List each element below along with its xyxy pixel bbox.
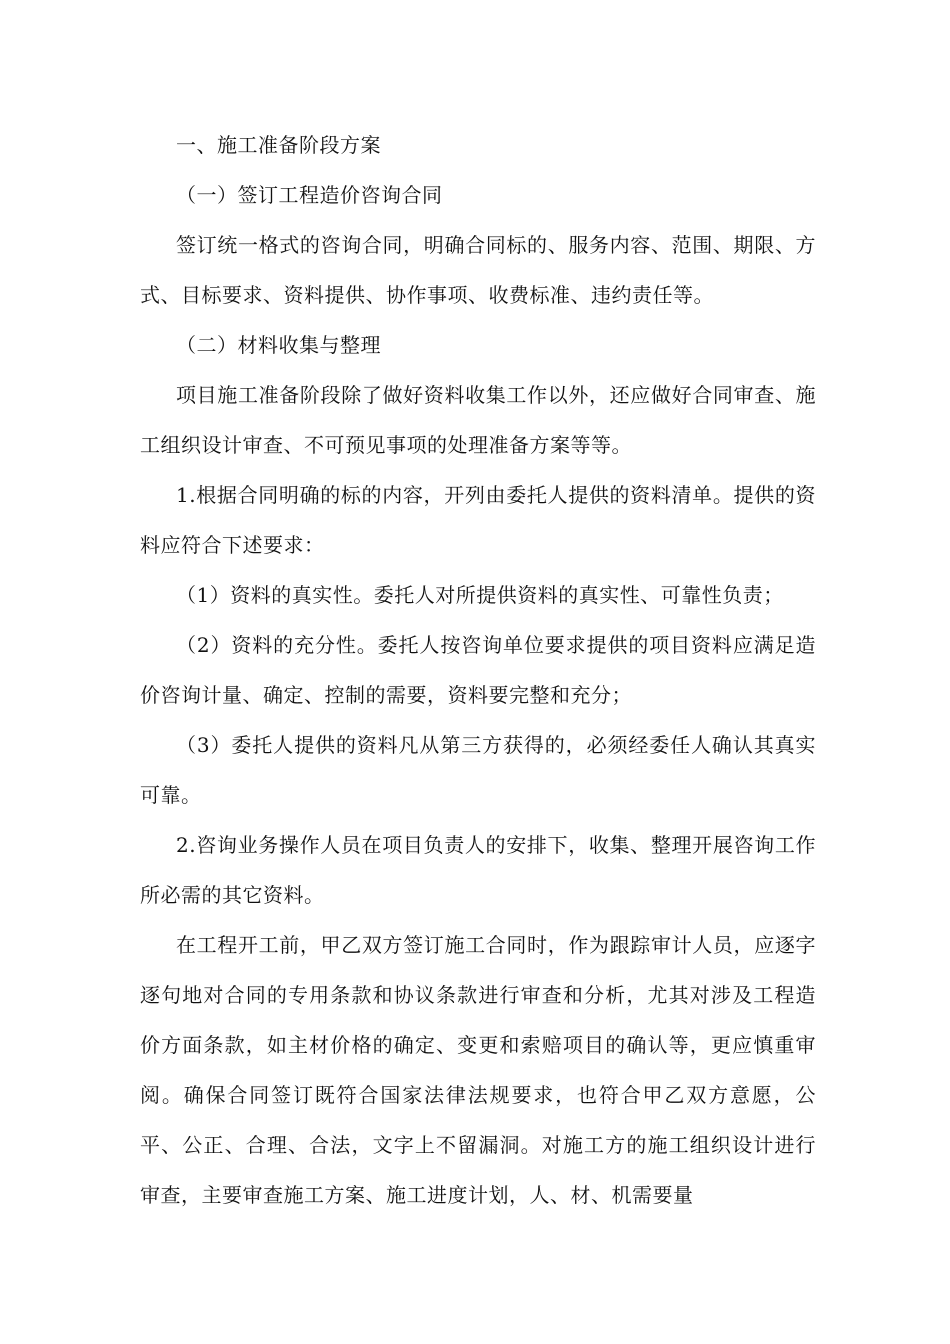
subsection-heading: （一）签订工程造价咨询合同 — [176, 183, 443, 207]
sub-item: （1）资料的真实性。委托人对所提供资料的真实性、可靠性负责； — [176, 583, 784, 607]
body-paragraph: 签订统一格式的咨询合同，明确合同标的、服务内容、范围、期限、方式、目标要求、资料提供、协作事项、收费标准、违约责任等。 — [140, 233, 816, 307]
sub-item: （3）委托人提供的资料凡从第三方获得的，必须经委任人确认其真实可靠。 — [140, 733, 816, 807]
document-body — [140, 120, 816, 1220]
body-paragraph: 在工程开工前，甲乙双方签订施工合同时，作为跟踪审计人员，应逐字逐句地对合同的专用条款和协议条款进行审查和分析，尤其对涉及工程造价方面条款，如主材价格的确定、变更和索赔项目的确认等，更应慎重审阅。确保合同签订既符合国家法律法规要求，也符合甲乙双方意愿，公平、公正、合理、合法，文字上不留漏洞。对施工方的施工组织设计进行审查，主要审查施工方案、施工进度计划，人、材、机需要量 — [140, 933, 816, 1207]
body-paragraph: 项目施工准备阶段除了做好资料收集工作以外，还应做好合同审查、施工组织设计审查、不可预见事项的处理准备方案等等。 — [140, 383, 816, 457]
numbered-item: 1.根据合同明确的标的内容，开列由委托人提供的资料清单。提供的资料应符合下述要求： — [140, 483, 816, 557]
subsection-heading: （二）材料收集与整理 — [176, 333, 381, 357]
sub-item: （2）资料的充分性。委托人按咨询单位要求提供的项目资料应满足造价咨询计量、确定、控制的需要，资料要完整和充分； — [140, 633, 816, 707]
section-heading: 一、施工准备阶段方案 — [176, 133, 381, 157]
numbered-item: 2.咨询业务操作人员在项目负责人的安排下，收集、整理开展咨询工作所必需的其它资料。 — [140, 833, 816, 907]
